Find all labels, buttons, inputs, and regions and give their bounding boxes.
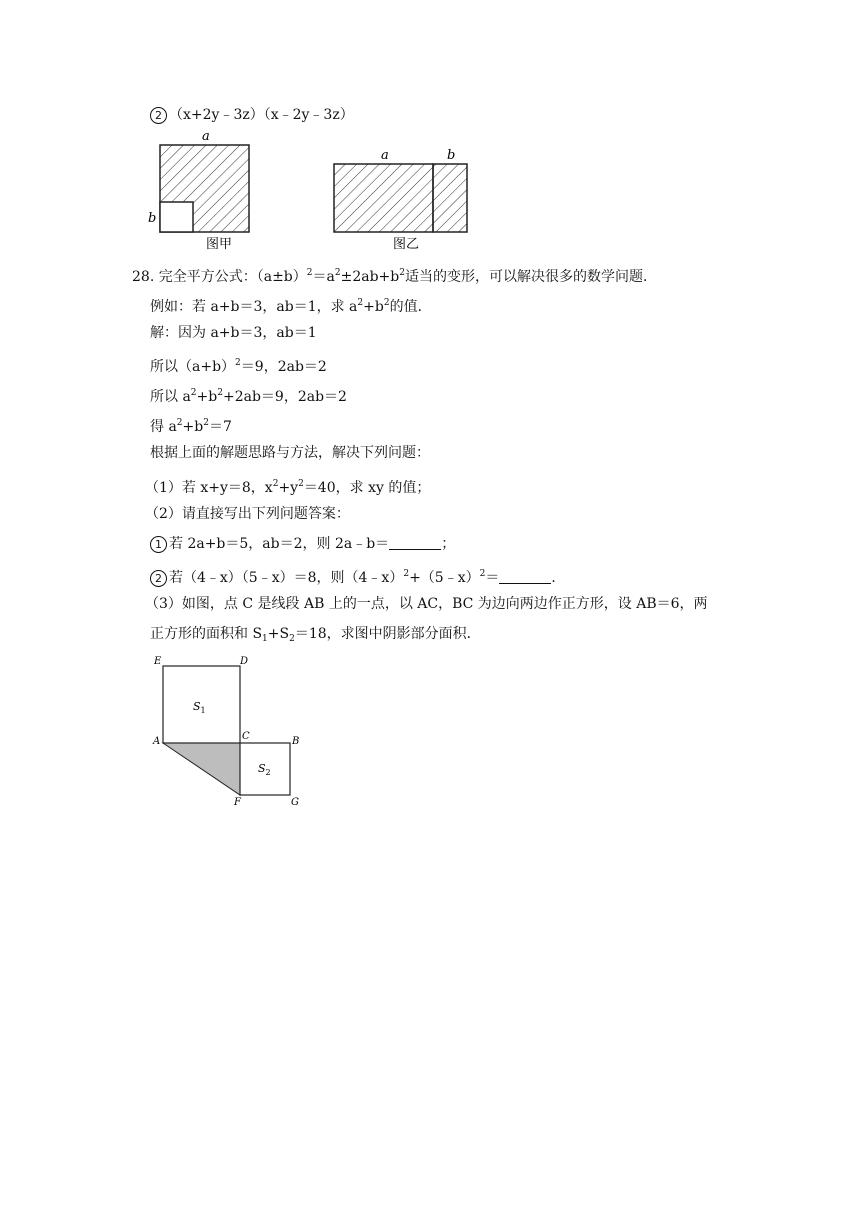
figure-jia-yi xyxy=(140,125,480,255)
point-B: B xyxy=(292,736,300,747)
point-F: F xyxy=(234,797,241,808)
circled-number: 2 xyxy=(150,107,167,124)
part2-item2: 2 若（4﹣x）（5﹣x）＝8，则（4﹣x）$^2$+（5﹣x）$^2$＝ ． xyxy=(150,564,565,588)
example-line: 例如：若 a+b＝3，ab＝1，求 $a^2+b^2$的值． xyxy=(150,298,432,315)
rect-a xyxy=(334,164,433,232)
square-s1 xyxy=(163,666,240,743)
expression: （x+2y﹣3z）（x﹣2y﹣3z） xyxy=(169,107,354,123)
question-number: 28. xyxy=(132,269,155,285)
part1-line: （1）若 x+y＝8，$x^2+y^2=40$，求 xy 的值； xyxy=(145,479,431,496)
small-square xyxy=(160,202,193,232)
caption-yi: 图乙 xyxy=(393,237,420,252)
instruction-line: 根据上面的解题思路与方法，解决下列问题： xyxy=(150,445,430,461)
label-b: b xyxy=(148,211,157,226)
figure-jia xyxy=(148,129,249,252)
part2-item1: 1 若 2a+b＝5，ab＝2，则 2a﹣b＝ ； xyxy=(150,534,455,554)
label-b: b xyxy=(447,148,456,163)
answer-blank[interactable] xyxy=(499,569,551,584)
q28-intro: 28. 完全平方公式：$(a\pm b)^2=a^2\pm 2ab+b^2$适当的变形，可以解决很多的数学问题． xyxy=(132,268,657,285)
point-C: C xyxy=(242,731,250,742)
figure-yi xyxy=(334,148,467,252)
circled-number: 1 xyxy=(150,536,167,553)
part2-line: （2）请直接写出下列问题答案： xyxy=(145,506,350,522)
point-A: A xyxy=(153,736,161,747)
point-G: G xyxy=(291,797,299,808)
part3-line-2: 正方形的面积和 $S_1+S_2=18$，求图中阴影部分面积． xyxy=(150,626,481,644)
label-S1: $S_1$ xyxy=(193,700,206,715)
point-D: D xyxy=(240,656,249,667)
solution-line-3: 所以 $a^2+b^2+2ab=9$，2ab＝2 xyxy=(150,388,347,405)
answer-blank[interactable] xyxy=(389,535,441,550)
figure-squares xyxy=(140,650,320,810)
label-S2: $S_2$ xyxy=(258,762,271,777)
circled-number: 2 xyxy=(150,570,167,587)
point-E: E xyxy=(154,656,162,667)
part3-line-1: （3）如图，点 C 是线段 AB 上的一点，以 AC，BC 为边向两边作正方形，设 AB＝6，两 xyxy=(145,596,708,612)
label-a: a xyxy=(202,129,210,144)
solution-line-1: 解：因为 a+b＝3，ab＝1 xyxy=(150,325,317,341)
label-a: a xyxy=(381,148,389,163)
caption-jia: 图甲 xyxy=(206,237,233,252)
q27-item2 xyxy=(150,105,354,125)
solution-line-2: 所以$(a+b)^2=9$，2ab＝2 xyxy=(150,358,327,375)
shaded-triangle xyxy=(163,743,240,795)
solution-line-4: 得 $a^2+b^2=7$ xyxy=(150,418,232,435)
rect-b xyxy=(433,164,467,232)
